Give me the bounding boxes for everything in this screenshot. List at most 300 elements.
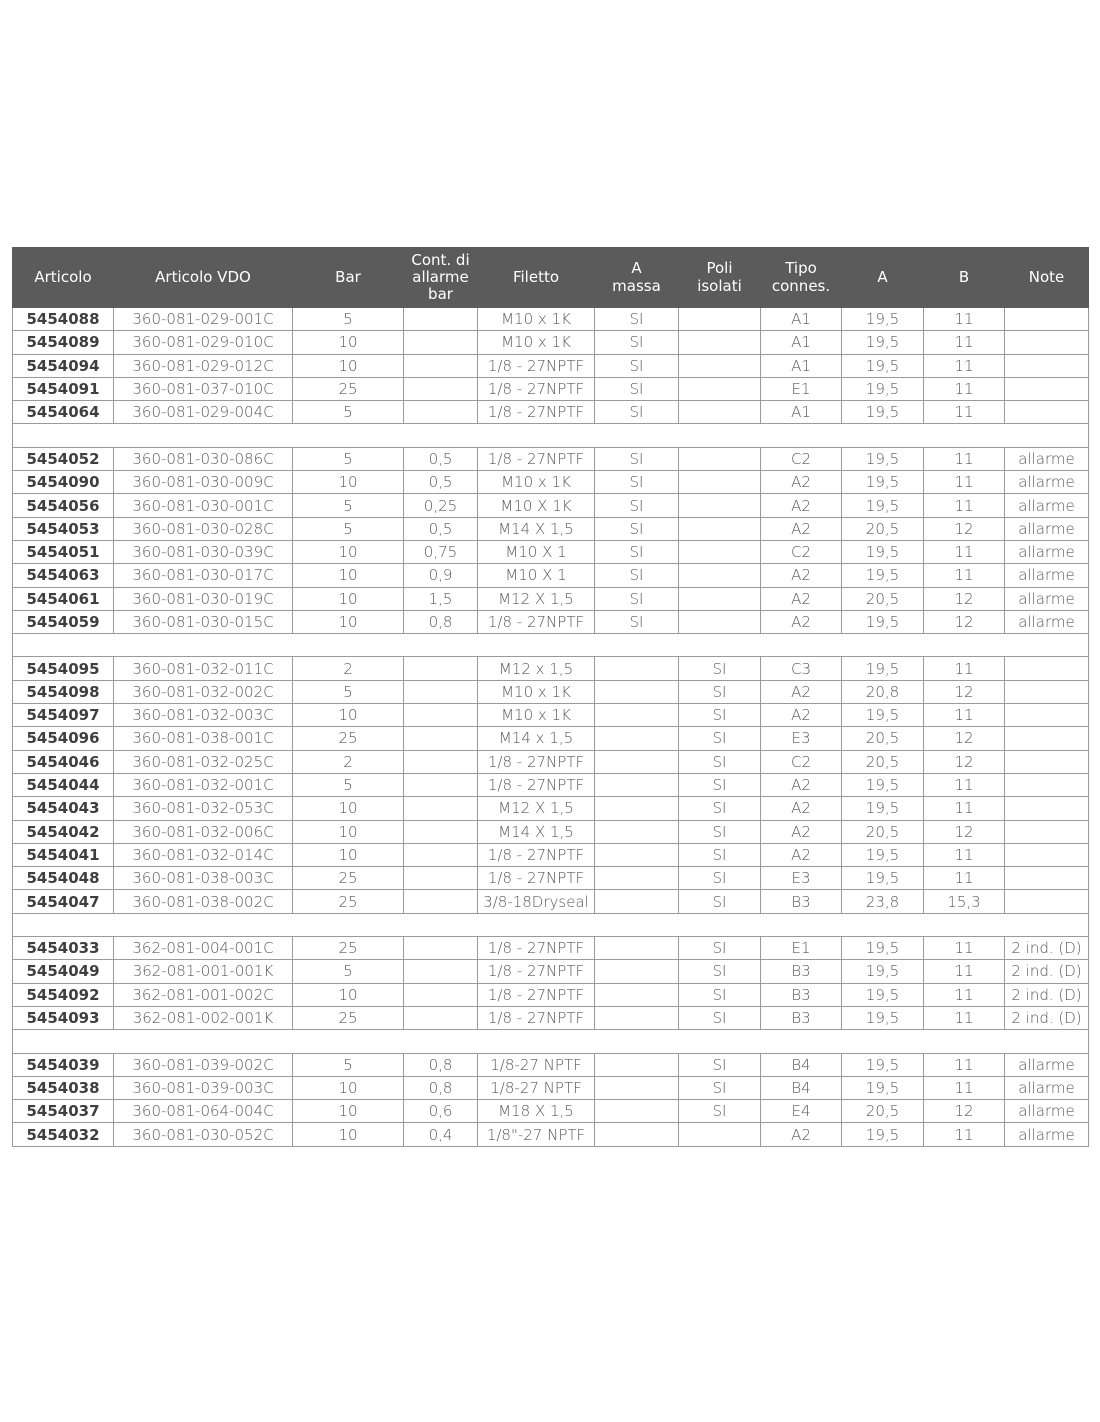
table-cell — [595, 843, 679, 866]
table-cell: SI — [595, 494, 679, 517]
table-cell — [404, 354, 478, 377]
table-cell: 20,5 — [842, 517, 924, 540]
table-cell: 5454032 — [13, 1123, 114, 1146]
table-cell: 10 — [293, 704, 404, 727]
table-row — [13, 471, 1089, 494]
table-cell: 0,4 — [404, 1123, 478, 1146]
table-cell: 19,5 — [842, 797, 924, 820]
table-cell: SI — [679, 983, 761, 1006]
table-cell: 0,75 — [404, 540, 478, 563]
table-cell: SI — [679, 960, 761, 983]
table-row — [13, 401, 1089, 424]
table-cell: 5454091 — [13, 377, 114, 400]
table-cell: A1 — [761, 331, 842, 354]
table-cell: SI — [595, 401, 679, 424]
table-cell: E3 — [761, 867, 842, 890]
table-cell: 10 — [293, 1076, 404, 1099]
table-cell: 11 — [924, 1053, 1005, 1076]
table-cell: 1/8"-27 NPTF — [478, 1123, 595, 1146]
separator-cell — [13, 424, 1089, 447]
table-cell: 5454037 — [13, 1100, 114, 1123]
table-cell: A2 — [761, 797, 842, 820]
table-cell: 5454047 — [13, 890, 114, 913]
table-cell: 360-081-030-028C — [114, 517, 293, 540]
table-cell — [595, 680, 679, 703]
table-cell: SI — [595, 540, 679, 563]
table-cell: 11 — [924, 308, 1005, 331]
table-cell: SI — [595, 610, 679, 633]
table-cell: SI — [679, 867, 761, 890]
table-cell: SI — [679, 843, 761, 866]
table-cell: 0,9 — [404, 564, 478, 587]
table-cell: 5454046 — [13, 750, 114, 773]
table-cell: C3 — [761, 657, 842, 680]
table-cell: allarme — [1005, 1053, 1089, 1076]
table-cell: SI — [679, 820, 761, 843]
table-cell: 362-081-001-001K — [114, 960, 293, 983]
table-cell: 5454088 — [13, 308, 114, 331]
table-cell: 360-081-030-015C — [114, 610, 293, 633]
table-cell: M10 X 1 — [478, 564, 595, 587]
table-cell: 10 — [293, 471, 404, 494]
table-cell: 5454093 — [13, 1006, 114, 1029]
table-cell: 360-081-030-001C — [114, 494, 293, 517]
table-cell: A2 — [761, 704, 842, 727]
table-cell: 360-081-030-009C — [114, 471, 293, 494]
table-cell: 360-081-032-025C — [114, 750, 293, 773]
table-cell: 1/8 - 27NPTF — [478, 401, 595, 424]
table-cell: 19,5 — [842, 867, 924, 890]
table-cell: 5454098 — [13, 680, 114, 703]
table-cell: M10 x 1K — [478, 308, 595, 331]
table-cell: 20,5 — [842, 1100, 924, 1123]
table-row — [13, 447, 1089, 470]
table-cell: 5 — [293, 494, 404, 517]
table-cell — [404, 890, 478, 913]
table-cell — [679, 564, 761, 587]
table-cell — [404, 727, 478, 750]
table-cell — [595, 983, 679, 1006]
table-cell: M10 x 1K — [478, 680, 595, 703]
table-cell: 0,8 — [404, 1076, 478, 1099]
table-cell: 2 — [293, 750, 404, 773]
table-cell: 360-081-032-006C — [114, 820, 293, 843]
table-cell: 360-081-032-001C — [114, 773, 293, 796]
col-a-massa: A massa — [595, 248, 679, 308]
table-cell — [1005, 843, 1089, 866]
table-cell: SI — [595, 564, 679, 587]
table-cell: 20,5 — [842, 727, 924, 750]
table-cell: 12 — [924, 820, 1005, 843]
table-cell: 5454044 — [13, 773, 114, 796]
table-cell: 23,8 — [842, 890, 924, 913]
col-articolo-vdo: Articolo VDO — [114, 248, 293, 308]
table-cell: 5454063 — [13, 564, 114, 587]
table-cell — [679, 517, 761, 540]
table-cell: 12 — [924, 727, 1005, 750]
table-row — [13, 727, 1089, 750]
table-cell: 0,5 — [404, 517, 478, 540]
table-cell: 1/8-27 NPTF — [478, 1053, 595, 1076]
table-cell — [595, 704, 679, 727]
table-cell: 11 — [924, 843, 1005, 866]
table-cell: 3/8-18Dryseal — [478, 890, 595, 913]
table-cell: 19,5 — [842, 610, 924, 633]
table-cell: C2 — [761, 750, 842, 773]
table-cell: 1/8 - 27NPTF — [478, 610, 595, 633]
table-cell — [404, 331, 478, 354]
table-cell: B3 — [761, 890, 842, 913]
table-cell — [679, 540, 761, 563]
table-cell: 5454059 — [13, 610, 114, 633]
table-cell: 5454049 — [13, 960, 114, 983]
table-cell: 5454039 — [13, 1053, 114, 1076]
table-row — [13, 540, 1089, 563]
table-cell — [1005, 657, 1089, 680]
table-row — [13, 843, 1089, 866]
col-b: B — [924, 248, 1005, 308]
table-cell: A2 — [761, 517, 842, 540]
table-cell: 11 — [924, 540, 1005, 563]
table-cell: 12 — [924, 517, 1005, 540]
table-cell — [404, 820, 478, 843]
table-cell: B3 — [761, 983, 842, 1006]
table-cell: SI — [679, 704, 761, 727]
table-cell: 19,5 — [842, 540, 924, 563]
table-cell: 360-081-029-001C — [114, 308, 293, 331]
table-row — [13, 610, 1089, 633]
col-filetto: Filetto — [478, 248, 595, 308]
table-cell: 5454042 — [13, 820, 114, 843]
table-cell: 10 — [293, 1100, 404, 1123]
table-cell: 19,5 — [842, 401, 924, 424]
table-cell: allarme — [1005, 494, 1089, 517]
table-cell — [404, 937, 478, 960]
table-cell — [404, 377, 478, 400]
table-cell: 19,5 — [842, 1006, 924, 1029]
table-cell: 10 — [293, 587, 404, 610]
table-cell — [1005, 820, 1089, 843]
col-articolo: Articolo — [13, 248, 114, 308]
table-cell: 25 — [293, 727, 404, 750]
table-cell: 11 — [924, 354, 1005, 377]
table-cell: allarme — [1005, 447, 1089, 470]
table-row — [13, 657, 1089, 680]
table-cell: allarme — [1005, 1100, 1089, 1123]
table-cell: M14 X 1,5 — [478, 820, 595, 843]
table-cell: C2 — [761, 447, 842, 470]
table-cell: SI — [595, 471, 679, 494]
table-cell: 5454033 — [13, 937, 114, 960]
table-cell: 360-081-029-004C — [114, 401, 293, 424]
separator-cell — [13, 1030, 1089, 1053]
table-cell: B4 — [761, 1076, 842, 1099]
table-cell: 12 — [924, 1100, 1005, 1123]
table-cell — [679, 377, 761, 400]
table-cell — [1005, 773, 1089, 796]
table-cell: 360-081-038-003C — [114, 867, 293, 890]
table-cell: SI — [595, 308, 679, 331]
table-cell: M14 X 1,5 — [478, 517, 595, 540]
table-cell — [595, 1006, 679, 1029]
table-cell: allarme — [1005, 610, 1089, 633]
table-cell: M14 x 1,5 — [478, 727, 595, 750]
table-row — [13, 331, 1089, 354]
table-cell: 0,8 — [404, 1053, 478, 1076]
table-row — [13, 820, 1089, 843]
table-cell: 25 — [293, 890, 404, 913]
table-row — [13, 354, 1089, 377]
table-cell — [595, 937, 679, 960]
table-cell: 5454038 — [13, 1076, 114, 1099]
table-cell: 19,5 — [842, 657, 924, 680]
table-cell: M10 X 1K — [478, 494, 595, 517]
table-cell: 19,5 — [842, 937, 924, 960]
table-cell: SI — [679, 1053, 761, 1076]
table-cell: 360-081-030-019C — [114, 587, 293, 610]
table-cell: 11 — [924, 331, 1005, 354]
table-cell: 11 — [924, 867, 1005, 890]
table-cell — [679, 354, 761, 377]
table-cell: 11 — [924, 1123, 1005, 1146]
table-row — [13, 867, 1089, 890]
table-cell: A2 — [761, 587, 842, 610]
table-cell: 10 — [293, 1123, 404, 1146]
table-cell: 19,5 — [842, 494, 924, 517]
table-cell: 11 — [924, 377, 1005, 400]
table-cell: 10 — [293, 820, 404, 843]
table-cell — [1005, 401, 1089, 424]
table-cell: 11 — [924, 983, 1005, 1006]
table-cell: 1/8 - 27NPTF — [478, 447, 595, 470]
table-cell: 20,5 — [842, 750, 924, 773]
table-cell — [404, 797, 478, 820]
table-cell: 12 — [924, 587, 1005, 610]
table-cell: 5454051 — [13, 540, 114, 563]
table-cell — [1005, 704, 1089, 727]
table-row — [13, 517, 1089, 540]
table-cell: 360-081-029-012C — [114, 354, 293, 377]
table-cell — [1005, 377, 1089, 400]
table-cell: M10 x 1K — [478, 704, 595, 727]
table-cell — [404, 704, 478, 727]
table-cell: 5 — [293, 1053, 404, 1076]
table-cell: E1 — [761, 377, 842, 400]
table-cell: 5454052 — [13, 447, 114, 470]
table-cell: 0,5 — [404, 447, 478, 470]
table-cell: 5454090 — [13, 471, 114, 494]
table-cell: 11 — [924, 1076, 1005, 1099]
table-row — [13, 680, 1089, 703]
table-cell: 1/8 - 27NPTF — [478, 1006, 595, 1029]
table-cell: 360-081-030-017C — [114, 564, 293, 587]
table-cell: allarme — [1005, 564, 1089, 587]
table-cell: 11 — [924, 937, 1005, 960]
table-cell — [1005, 867, 1089, 890]
table-cell: allarme — [1005, 1123, 1089, 1146]
table-cell — [404, 308, 478, 331]
table-cell: 5454094 — [13, 354, 114, 377]
table-row — [13, 773, 1089, 796]
table-cell: C2 — [761, 540, 842, 563]
table-cell — [595, 1123, 679, 1146]
table-cell — [595, 797, 679, 820]
table-cell: 5 — [293, 308, 404, 331]
table-cell: 5454095 — [13, 657, 114, 680]
table-cell — [404, 657, 478, 680]
table-cell: SI — [595, 587, 679, 610]
table-row — [13, 1123, 1089, 1146]
table-cell — [595, 1076, 679, 1099]
table-cell — [595, 1100, 679, 1123]
table-cell: SI — [595, 377, 679, 400]
table-cell: 19,5 — [842, 377, 924, 400]
table-cell: 25 — [293, 937, 404, 960]
group-separator-row — [13, 1030, 1089, 1053]
table-cell: A2 — [761, 564, 842, 587]
table-cell: 19,5 — [842, 1076, 924, 1099]
table-row — [13, 983, 1089, 1006]
table-cell: 5 — [293, 401, 404, 424]
table-cell: M10 x 1K — [478, 331, 595, 354]
table-cell: 1/8 - 27NPTF — [478, 867, 595, 890]
table-cell: 360-081-064-004C — [114, 1100, 293, 1123]
table-cell: SI — [595, 517, 679, 540]
table-header — [13, 248, 1089, 308]
table-cell — [679, 308, 761, 331]
table-cell: 360-081-030-052C — [114, 1123, 293, 1146]
table-cell: 5454064 — [13, 401, 114, 424]
table-row — [13, 797, 1089, 820]
table-cell — [679, 401, 761, 424]
table-cell — [679, 1123, 761, 1146]
table-cell — [1005, 750, 1089, 773]
table-cell: 2 ind. (D) — [1005, 1006, 1089, 1029]
table-cell: 1/8 - 27NPTF — [478, 843, 595, 866]
table-cell: 360-081-032-014C — [114, 843, 293, 866]
table-row — [13, 937, 1089, 960]
table-cell: M12 X 1,5 — [478, 797, 595, 820]
table-cell: 11 — [924, 494, 1005, 517]
table-cell: 360-081-030-039C — [114, 540, 293, 563]
table-cell: 19,5 — [842, 308, 924, 331]
table-cell: 362-081-001-002C — [114, 983, 293, 1006]
table-cell: 360-081-032-003C — [114, 704, 293, 727]
table-cell: 360-081-032-053C — [114, 797, 293, 820]
header-row — [13, 248, 1089, 308]
table-cell: SI — [679, 937, 761, 960]
table-cell: 12 — [924, 610, 1005, 633]
table-cell: SI — [679, 750, 761, 773]
table-row — [13, 1053, 1089, 1076]
table-cell: 1,5 — [404, 587, 478, 610]
table-cell: 360-081-029-010C — [114, 331, 293, 354]
table-cell — [404, 843, 478, 866]
table-cell: E3 — [761, 727, 842, 750]
table-cell: 1/8 - 27NPTF — [478, 354, 595, 377]
table-cell: 1/8 - 27NPTF — [478, 983, 595, 1006]
table-cell: 12 — [924, 750, 1005, 773]
table-cell: B3 — [761, 960, 842, 983]
table-cell — [595, 657, 679, 680]
table-cell: E4 — [761, 1100, 842, 1123]
table-cell: SI — [679, 657, 761, 680]
table-cell: 11 — [924, 797, 1005, 820]
table-cell: M10 X 1 — [478, 540, 595, 563]
table-cell: M18 X 1,5 — [478, 1100, 595, 1123]
table-cell: 19,5 — [842, 564, 924, 587]
pressure-sender-table — [12, 247, 1089, 1147]
table-cell: SI — [679, 1006, 761, 1029]
table-cell — [404, 401, 478, 424]
table-row — [13, 1100, 1089, 1123]
table-cell: 19,5 — [842, 1123, 924, 1146]
table-cell — [404, 867, 478, 890]
table-cell: M12 X 1,5 — [478, 587, 595, 610]
table-row — [13, 1076, 1089, 1099]
table-cell: 5454053 — [13, 517, 114, 540]
table-cell: 5454092 — [13, 983, 114, 1006]
table-row — [13, 890, 1089, 913]
table-cell: SI — [679, 773, 761, 796]
table-cell: 10 — [293, 983, 404, 1006]
table-cell: A1 — [761, 354, 842, 377]
table-cell — [595, 867, 679, 890]
table-cell — [679, 471, 761, 494]
table-cell — [679, 494, 761, 517]
table-cell: A1 — [761, 308, 842, 331]
table-cell: 360-081-038-002C — [114, 890, 293, 913]
table-cell — [1005, 680, 1089, 703]
table-cell: 19,5 — [842, 960, 924, 983]
table-row — [13, 960, 1089, 983]
table-cell: 362-081-002-001K — [114, 1006, 293, 1029]
table-cell: SI — [595, 331, 679, 354]
table-cell: 10 — [293, 540, 404, 563]
table-cell: 360-081-038-001C — [114, 727, 293, 750]
table-cell: 25 — [293, 867, 404, 890]
group-separator-row — [13, 424, 1089, 447]
table-cell: 19,5 — [842, 447, 924, 470]
table-cell: SI — [679, 680, 761, 703]
table-cell: 5 — [293, 517, 404, 540]
table-cell: 5 — [293, 773, 404, 796]
table-cell: 19,5 — [842, 354, 924, 377]
table-row — [13, 308, 1089, 331]
table-cell: E1 — [761, 937, 842, 960]
table-cell: allarme — [1005, 1076, 1089, 1099]
table-cell: 10 — [293, 797, 404, 820]
table-cell: 5454096 — [13, 727, 114, 750]
table-cell: 11 — [924, 447, 1005, 470]
table-cell — [595, 820, 679, 843]
table-cell — [595, 890, 679, 913]
table-cell: 0,8 — [404, 610, 478, 633]
table-cell — [1005, 331, 1089, 354]
table-cell: 2 ind. (D) — [1005, 937, 1089, 960]
table-body — [13, 308, 1089, 1147]
table-cell: 19,5 — [842, 773, 924, 796]
group-separator-row — [13, 634, 1089, 657]
table-cell: 20,8 — [842, 680, 924, 703]
table-cell: 10 — [293, 354, 404, 377]
table-cell: 25 — [293, 1006, 404, 1029]
table-cell: 360-081-039-003C — [114, 1076, 293, 1099]
table-cell: 10 — [293, 843, 404, 866]
table-row — [13, 587, 1089, 610]
table-cell: 15,3 — [924, 890, 1005, 913]
table-cell — [404, 960, 478, 983]
